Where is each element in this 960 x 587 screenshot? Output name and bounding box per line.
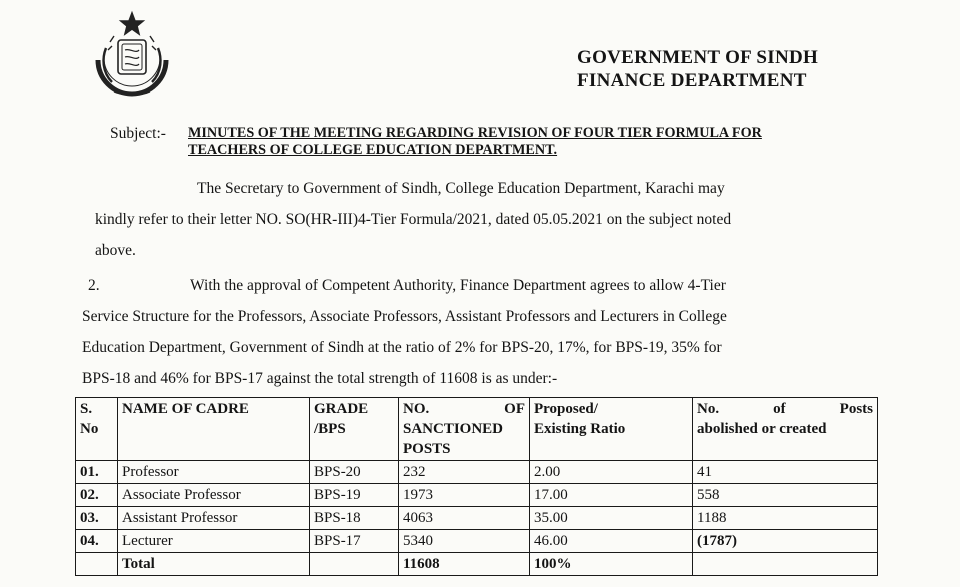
header-sno — [76, 398, 118, 461]
cell-posts: 5340 — [399, 530, 530, 553]
header-grade-line-1: GRADE — [314, 401, 369, 417]
header-change-line-2: abolished or created — [697, 421, 827, 437]
sindh-government-seal-icon — [84, 10, 180, 106]
cell-sno: 01. — [76, 461, 118, 484]
paragraph-2-line-1-wrap — [82, 270, 882, 301]
header-change-line-1b: of — [773, 401, 786, 417]
cell-sno: 02. — [76, 484, 118, 507]
cell-ratio: 17.00 — [530, 484, 693, 507]
cell-grade: BPS-17 — [310, 530, 399, 553]
cell-posts: 232 — [399, 461, 530, 484]
header-cadre: NAME OF CADRE — [118, 398, 310, 461]
subject-label: Subject:- — [110, 125, 166, 142]
header-change-line-1a: No. — [697, 401, 720, 417]
paragraph-2 — [82, 270, 882, 394]
paragraph-2-line-4: BPS-18 and 46% for BPS-17 against the total strength of 11608 is as under:- — [82, 370, 558, 387]
table-row — [76, 461, 878, 484]
header-sanctioned-posts — [399, 398, 530, 461]
cell-cadre: Assistant Professor — [118, 507, 310, 530]
cell-posts: 1973 — [399, 484, 530, 507]
header-sno-line-1: S. — [80, 401, 93, 417]
cell-ratio: 46.00 — [530, 530, 693, 553]
government-title: GOVERNMENT OF SINDH — [577, 47, 819, 68]
paragraph-1 — [95, 173, 895, 266]
subject-line-2: TEACHERS OF COLLEGE EDUCATION DEPARTMENT. — [188, 142, 558, 158]
cell-sno — [76, 553, 118, 576]
cell-ratio: 2.00 — [530, 461, 693, 484]
header-ratio-line-1: Proposed/ — [534, 401, 598, 417]
cadre-posts-table — [75, 397, 878, 576]
header-ratio — [530, 398, 693, 461]
header-ratio-line-2: Existing Ratio — [534, 421, 626, 437]
header-change-line-1 — [697, 399, 873, 419]
paragraph-2-line-1: With the approval of Competent Authority, Finance Department agrees to allow 4-Tier — [190, 277, 726, 294]
header-sno-line-2: No — [80, 421, 99, 437]
header-change-line-1c: Posts — [839, 401, 873, 417]
subject-line-1: MINUTES OF THE MEETING REGARDING REVISION OF FOUR TIER FORMULA FOR — [188, 125, 762, 141]
cell-change — [693, 553, 878, 576]
table-row — [76, 530, 878, 553]
department-title: FINANCE DEPARTMENT — [577, 70, 807, 91]
cell-sno: 03. — [76, 507, 118, 530]
subject-text — [188, 125, 888, 159]
paragraph-1-line-1: The Secretary to Government of Sindh, College Education Department, Karachi may — [197, 180, 725, 197]
cell-grade: BPS-20 — [310, 461, 399, 484]
cell-total-label: Total — [118, 553, 310, 576]
cell-change: (1787) — [693, 530, 878, 553]
header-posts-line-3: POSTS — [403, 441, 451, 457]
header-grade — [310, 398, 399, 461]
cell-total-ratio: 100% — [530, 553, 693, 576]
header-grade-line-2: /BPS — [314, 421, 346, 437]
cell-ratio: 35.00 — [530, 507, 693, 530]
cell-grade: BPS-18 — [310, 507, 399, 530]
cell-sno: 04. — [76, 530, 118, 553]
table-header-row — [76, 398, 878, 461]
paragraph-1-line-3: above. — [95, 242, 136, 259]
cell-grade — [310, 553, 399, 576]
cell-change: 1188 — [693, 507, 878, 530]
cell-cadre: Professor — [118, 461, 310, 484]
header-posts-line-1b: OF — [504, 401, 525, 417]
header-posts-line-1 — [403, 399, 525, 419]
table-row — [76, 484, 878, 507]
paragraph-2-line-3: Education Department, Government of Sindh at the ratio of 2% for BPS-20, 17%, for BPS-19, 35% for — [82, 339, 722, 356]
paragraph-1-line-2: kindly refer to their letter NO. SO(HR-III)4-Tier Formula/2021, dated 05.05.2021 on the subject noted — [95, 211, 732, 228]
header-posts-line-2: SANCTIONED — [403, 421, 504, 437]
cell-grade: BPS-19 — [310, 484, 399, 507]
table-row — [76, 507, 878, 530]
cell-total-posts: 11608 — [399, 553, 530, 576]
paragraph-number: 2. — [88, 277, 100, 294]
cell-posts: 4063 — [399, 507, 530, 530]
table-total-row — [76, 553, 878, 576]
cell-change: 558 — [693, 484, 878, 507]
paragraph-2-line-2: Service Structure for the Professors, Associate Professors, Assistant Professors and Lecturers in College — [82, 308, 727, 325]
letterhead — [577, 46, 818, 92]
cell-cadre: Associate Professor — [118, 484, 310, 507]
header-posts-change — [693, 398, 878, 461]
cell-change: 41 — [693, 461, 878, 484]
header-posts-line-1a: NO. — [403, 401, 430, 417]
cell-cadre: Lecturer — [118, 530, 310, 553]
